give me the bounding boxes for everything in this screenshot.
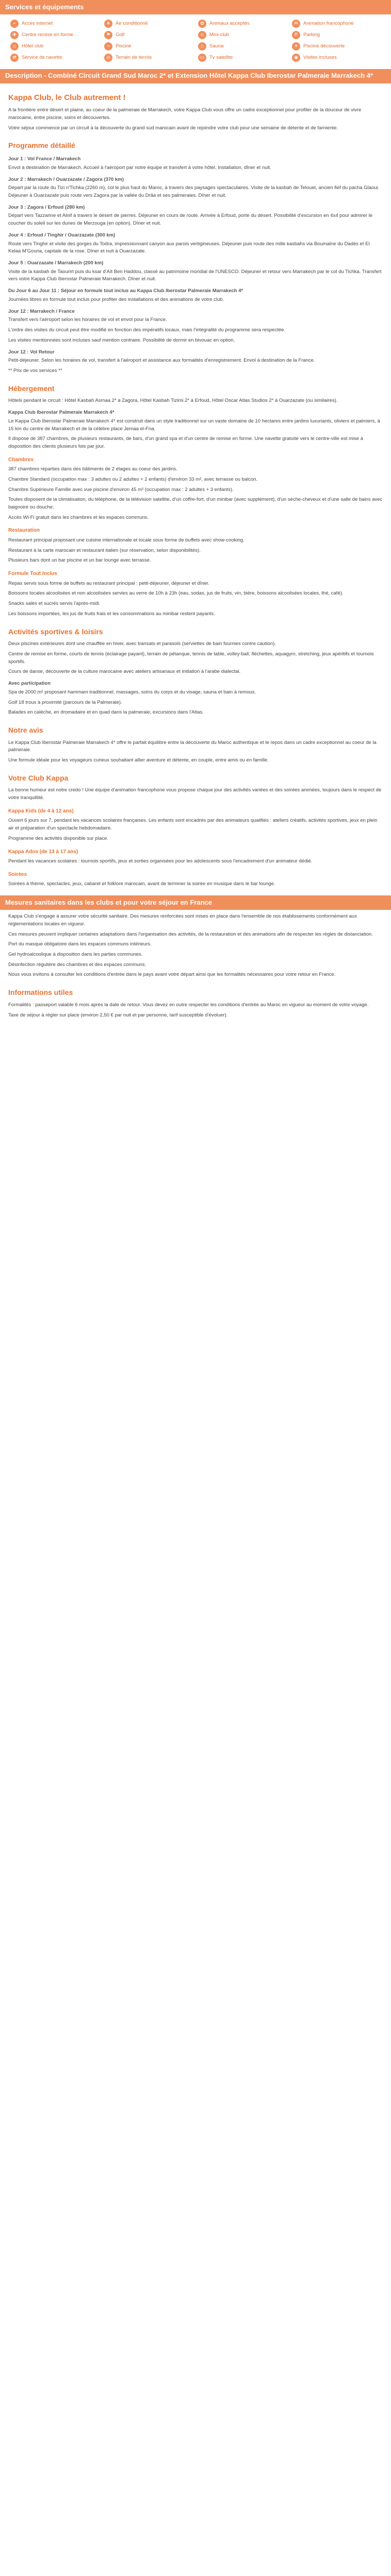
shuttle-icon: ⇄ [10,54,19,62]
snowflake-icon: ❄ [104,20,112,28]
paragraph: Il dispose de 387 chambres, de plusieurs restaurants, de bars, d'un grand spa et d'un centre de remise en forme. Une navette gratuite vers le centre-ville est mise à disposition des clients plusieurs fois par jour. [8,436,363,449]
pool-icon: ≈ [104,42,112,50]
evenings-text [8,880,383,888]
info-banner [0,895,391,910]
kids-title: Kappa Kids (de 4 à 12 ans) [8,808,74,814]
club-hotel-text [8,418,383,451]
service-item [198,54,287,62]
paragraph: L'ordre des visites du circuit peut être modifié en fonction des impératifs locaux, mais l'intégralité du programme sera respectée. [8,327,285,333]
day-title: Jour 5 : Ouarzazate / Marrakech (200 km) [8,260,104,266]
return-notes [8,357,383,365]
content [0,83,391,888]
paragraph: Ouvert 6 jours sur 7, pendant les vacances scolaires françaises. Les enfants sont encadrés par des animateurs qualifiés : ateliers créatifs, activités sportives, jeux en plein air et préparation d'un spectacle hebdomadaire. [8,818,378,832]
camera-icon: ◉ [292,54,300,62]
paragraph: Chambre Standard (occupation max : 3 adultes ou 2 adultes + 2 enfants) d'environ 33 m², avec terrasse ou balcon. [8,476,258,482]
service-item [104,31,193,39]
dumbbell-icon: ✚ [10,31,19,39]
paragraph: Port du masque obligatoire dans les espaces communs intérieurs. [8,941,152,947]
service-label: Air conditionné [116,20,148,26]
services-title: Services et équipements [5,3,84,11]
rooms-list [8,466,383,521]
service-label: Terrain de tennis [116,54,152,60]
lodging-intro [8,397,383,405]
hotel-icon: ⌂ [10,42,19,50]
paragraph: Restaurant principal proposant une cuisine internationale et locale sous forme de buffets avec show-cooking. [8,537,245,543]
sauna-icon: ♨ [198,42,206,50]
service-item [104,42,193,50]
paragraph: Accès Wi-Fi gratuit dans les chambres et les espaces communs. [8,514,149,520]
paragraph: Ces mesures peuvent impliquer certaines adaptations dans l'organisation des activités, de la restauration et des animations afin de respecter les règles de distanciation. [8,931,373,937]
paragraph: Cours de danse, découverte de la culture marocaine avec ateliers artisanaux et initiation à l'arabe dialectal. [8,669,241,675]
paragraph: Centre de remise en forme, courts de tennis (éclairage payant), terrain de pétanque, tennis de table, volley-ball, fléchettes, aquagym, stretching, jeux apéritifs et tournois sportifs. [8,651,374,665]
service-item [292,54,381,62]
paragraph: Les visites mentionnées sont incluses sauf mention contraire. Possibilité de dormir en bivouac en option. [8,337,235,343]
formula-title: Formule Tout Inclus [8,571,57,577]
service-label: Tv satellite [209,54,233,60]
note-text [8,739,383,765]
paragraph: Spa de 2000 m² proposant hammam traditionnel, massages, soins du corps et du visage, sauna et bain à remous. [8,689,256,695]
activities-list [8,640,383,676]
return-day: Jour 12 : Vol Retour [8,349,55,355]
teens-title: Kappa Ados (de 13 à 17 ans) [8,849,78,855]
day-title: Jour 2 : Marrakech / Ouarzazate / Zagora (370 km) [8,176,124,182]
service-item [292,20,381,28]
paragraph: Soirées à thème, spectacles, jeux, cabaret et folklore marocain, avant de terminer la soirée en musique dans le bar lounge. [8,881,275,887]
day-text: Route vers Tinghir et visite des gorges du Todra, impressionnant canyon aux parois vertigineuses. Déjeuner puis route des mille kasbahs via Boumalne du Dadès et El Kelaa M'Gouna, capitale de la rose. Dîner et nuit à Ouarzazate. [8,241,370,255]
service-item [104,20,193,28]
paragraph: Une formule idéale pour les voyageurs curieux souhaitant allier aventure et détente, en couple, entre amis ou en famille. [8,757,269,764]
info-content [0,910,391,1019]
paragraph: Nous vous invitons à consulter les conditions d'entrée dans le pays avant votre départ ainsi que les formalités nécessaires pour votre retour en France. [8,972,336,978]
day-title: Jour 4 : Erfoud / Tinghir / Ouarzazate (300 km) [8,232,116,238]
program-title: Programme détaillé [8,141,75,150]
service-label: Service de navette [22,54,62,60]
service-label: Piscine découverte [303,43,345,49]
service-item [10,54,99,62]
paid-activities-list [8,689,383,717]
tennis-icon: ◎ [104,54,112,62]
paragraph: Formalités : passeport valable 6 mois après la date de retour. Vous devez en outre respecter les conditions d'entrée au Maroc en vigueur au moment de votre voyage. [8,1002,369,1008]
paragraph: La bonne humeur est notre credo ! Une équipe d'animation francophone vous propose chaque jour des activités variées et des soirées animées, toujours dans le respect de votre tranquillité. [8,787,382,801]
service-label: Accès internet [22,20,53,26]
wifi-icon: ⌁ [10,20,19,28]
paragraph: Hôtels pendant le circuit : Hôtel Kasbah Asmaa 2* à Zagora, Hôtel Kasbah Tizimi 2* à Erfoud, Hôtel Oscar Atlas Studios 2* à Ouarzazate (ou similaires). [8,398,338,404]
paragraph: Votre séjour commence par un circuit à la découverte du grand sud marocain avant de rejoindre votre club pour une semaine de détente et de farniente. [8,125,338,131]
paragraph: Plusieurs bars dont un bar piscine et un bar lounge avec terrasse. [8,557,151,564]
service-label: Mini-club [209,31,230,38]
info-title: Mesures sanitaires dans les clubs et pour votre séjour en France [5,899,212,906]
day-title: Jour 12 : Marrakech / France [8,308,75,314]
info-text [8,913,383,979]
paragraph: Pendant les vacances scolaires : tournois sportifs, jeux et sorties organisées pour les adolescents sous l'encadrement d'un animateur dédié. [8,858,313,865]
paragraph: 387 chambres réparties dans des bâtiments de 2 étages au coeur des jardins. [8,466,177,472]
service-label: Animation francophone [303,20,354,26]
paragraph: Repas servis sous forme de buffets au restaurant principal : petit-déjeuner, déjeuner et dîner. [8,580,210,586]
service-item [198,42,287,50]
service-item [10,42,99,50]
club-intro [8,787,383,802]
rooms-title: Chambres [8,456,34,463]
teens-text [8,858,383,866]
paragraph: Le Kappa Club Iberostar Palmeraie Marrakech 4* est construit dans un style traditionnel sur un vaste domaine de 10 hectares entre jardins luxuriants, oliviers et palmiers, à 15 km du centre de Marrakech et de la célèbre place Jemaa el-Fna. [8,418,380,432]
service-item [104,54,193,62]
club-hotel-title: Kappa Club Iberostar Palmeraie Marrakech 4* [8,410,115,416]
paragraph: Deux piscines extérieures dont une chauffée en hiver, avec transats et parasols (serviettes de bain fournies contre caution). [8,641,276,647]
service-item [292,42,381,50]
service-item [10,20,99,28]
paragraph: Taxe de séjour à régler sur place (environ 2,50 € par nuit et par personne, tarif susceptible d'évoluer). [8,1012,228,1018]
paragraph: Les boissons importées, les jus de fruits frais et les consommations au minibar restent payants. [8,611,215,617]
service-item [198,31,287,39]
paragraph: Kappa Club s'engage à assurer votre sécurité sanitaire. Des mesures renforcées sont mises en place dans l'ensemble de nos établissements conformément aux réglementations locales en vigueur. [8,913,357,927]
day-text: Départ par la route du Tizi n'Tichka (2260 m), col le plus haut du Maroc, à travers des paysages spectaculaires. Visite de la kasbah de Telouet, ancien fief du pacha Glaoui. Déjeuner à Ouarzazate puis route vers Zagora par la vallée du Drâa et ses palmeraies. Dîner et nuit. [8,185,380,198]
practical-title: Informations utiles [8,988,73,997]
paw-icon: ✿ [198,20,206,28]
main-intro [8,107,383,132]
paragraph: A la frontière entre désert et plaine, au coeur de la palmeraie de Marrakech, votre Kappa Club vous offre un cadre exceptionnel pour profiter de la douceur de vivre marocaine, entre piscine, soins et découvertes. [8,107,362,121]
service-label: Hôtel club [22,43,44,49]
kids-text [8,817,383,842]
note-title: Notre avis [8,725,43,734]
food-title: Restauration [8,528,40,534]
program-days [8,156,383,324]
paragraph: Toutes disposent de la climatisation, du téléphone, de la télévision satellite, d'un coffre-fort, d'un minibar (avec supplément), d'un sèche-cheveux et d'une salle de bains avec baignoire ou douche. [8,497,383,511]
description-banner [0,69,391,83]
pool-outdoor-icon: ☀ [292,42,300,50]
parking-icon: P [292,31,300,39]
service-label: Animaux acceptés [209,20,250,26]
service-label: Visites incluses [303,54,337,60]
lodging-title: Hébergement [8,384,55,393]
paragraph: Restaurant à la carte marocain et restaurant italien (sur réservation, selon disponibilités). [8,547,201,553]
day-text: Envol à destination de Marrakech. Accueil à l'aéroport par notre équipe et transfert à votre hôtel. Installation, dîner et nuit. [8,164,271,171]
service-label: Piscine [116,43,132,49]
club-title: Votre Club Kappa [8,773,69,782]
practical-text [8,1002,383,1019]
paragraph: Programme des activités disponible sur place. [8,835,108,841]
service-item [10,31,99,39]
paragraph: Désinfection régulière des chambres et des espaces communs. [8,961,146,968]
day-title: Jour 3 : Zagora / Erfoud (280 km) [8,204,85,210]
day-text: Départ vers Tazzarine et Alnif à travers le désert de pierres. Déjeuner en cours de route. Arrivée à Erfoud, porte du désert. Possibilité d'excursion en 4x4 pour admirer le coucher du soleil sur les dunes de Merzouga (en option). Dîner et nuit. [8,213,373,227]
golf-icon: ⚑ [104,31,112,39]
food-list [8,537,383,565]
day-text: Visite de la kasbah de Taourirt puis du ksar d'Aït Ben Haddou, classé au patrimoine mondial de l'UNESCO. Déjeuner et retour vers Marrakech par le col du Tichka. Transfert vers votre Kappa Club Iberostar Palmeraie Marrakech. Dîner et nuit. [8,268,382,282]
paragraph: Boissons locales alcoolisées et non alcoolisées servies au verre de 10h à 23h (eau, sodas, jus de fruits, vin, bière, boissons alcoolisées locales, thé, café). [8,590,344,597]
day-text: Transfert vers l'aéroport selon les horaires de vol et envol pour la France. [8,317,167,323]
services-banner [0,0,391,14]
day-text: Journées libres en formule tout inclus pour profiter des installations et des animations de votre club. [8,296,224,302]
paragraph: Balades en calèche, en dromadaire et en quad dans la palmeraie, excursions dans l'Atlas. [8,709,204,716]
paragraph: Chambre Supérieure Famille avec vue piscine d'environ 45 m² (occupation max : 2 adultes + 3 enfants). [8,486,234,493]
day-title: Jour 1 : Vol France / Marrakech [8,156,81,162]
main-title: Kappa Club, le Club autrement ! [8,93,126,103]
services-grid [0,14,391,69]
paragraph: Le Kappa Club Iberostar Palmeraie Marrakech 4* offre le parfait équilibre entre la découverte du Maroc authentique et le repos dans un cadre exceptionnel au coeur de la palmeraie. [8,739,377,753]
formula-list [8,580,383,618]
service-item [292,31,381,39]
evenings-title: Soirées [8,871,27,877]
service-label: Sauna [209,43,224,49]
paragraph: Petit-déjeuner. Selon les horaires de vol, transfert à l'aéroport et assistance aux formalités d'enregistrement. Envol à destination de la France. [8,358,315,364]
paragraph: Golf 18 trous à proximité (parcours de la Palmeraie). [8,699,122,705]
tv-icon: ▭ [198,54,206,62]
to-know: ** Prix de vos services ** [8,367,62,374]
paid-activities-title: Avec participation [8,681,51,687]
activities-title: Activités sportives & loisirs [8,627,103,636]
service-label: Centre remise en forme [22,31,73,38]
program-notes [8,327,383,344]
service-label: Parking [303,31,320,38]
day-title: Du Jour 6 au Jour 11 : Séjour en formule tout inclus au Kappa Club Iberostar Palmeraie Marrakech 4* [8,288,243,294]
service-label: Golf [116,31,125,38]
speech-icon: ✉ [292,20,300,28]
child-icon: ☺ [198,31,206,39]
description-title: Description - Combiné Circuit Grand Sud Maroc 2* et Extension Hôtel Kappa Club Iberostar Palmeraie Marrakech 4* [5,72,373,80]
service-item [198,20,287,28]
paragraph: Gel hydroalcoolique à disposition dans les parties communes. [8,952,143,958]
paragraph: Snacks salés et sucrés servis l'après-midi. [8,601,101,607]
